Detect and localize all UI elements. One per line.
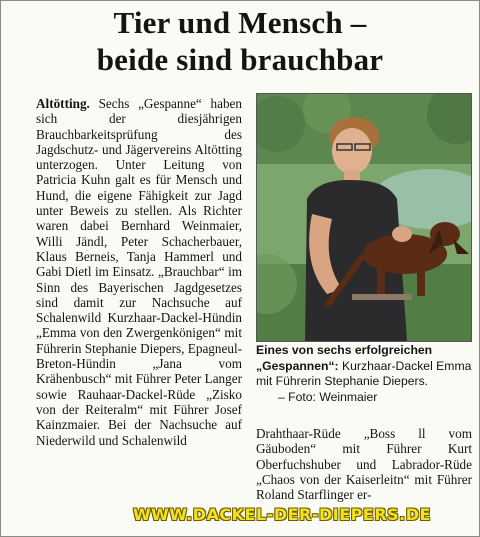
headline-line-2: beide sind brauchbar [96, 42, 384, 77]
article-photo [256, 93, 472, 342]
woman-holding-dachshund-photo [257, 94, 471, 341]
caption-bold: Eines von sechs erfolgreichen „Gespannen“: [256, 343, 433, 373]
article-body-right-column [256, 426, 472, 502]
caption-text: Kurzhaar-Dackel Emma mit Führerin Stephanie Diepers. [256, 358, 472, 388]
article-body-left-column [36, 96, 242, 526]
photo-credit: – Foto: Weinmaier [278, 389, 378, 404]
article-body-left: Sechs „Gespanne“ haben sich der diesjährigen Brauchbarkeitsprüfung des Jagdschutz- und Jägervereins Altötting unterzogen. Unter Leitung von Patricia Kuhn galt es für Mensch und Hund, die eigene Fähigkeit zur Jagd unter Beweis zu stellen. Als Richter waren dabei Bernhard Weinmaier, Willi Jändl, Peter Schacherbauer, Klaus Berneis, Tanja Hammerl und Gabi Dietl im Einsatz. „Brauchbar“ im Sinn des Bayerischen Jagdgesetzes sind damit zur Nachsuche auf Schalenwild Kurzhaar-Dackel-Hündin „Emma von den Zwergenkönigen“ mit Führerin Stephanie Diepers, Epagneul-Breton-Hündin „Jana vom Krähenbusch“ mit Führer Peter Langer sowie Rauhaar-Dackel-Rüde „Zisko von der Reiteralm“ mit Führer Josef Kainzmaier. Bei der Nachsuche auf Niederwild und Schalenwild [36, 96, 242, 448]
article-body-right: Drahthaar-Rüde „Boss ll vom Gäuboden“ mit Führer Kurt Oberfuchshuber und Labrador-Rüde „Chaos von der Kaiserleitn“ mit Führer Roland Starflinger er- [256, 426, 472, 503]
headline-line-1: Tier und Mensch – [113, 5, 367, 40]
article-headline [0, 4, 480, 78]
photo-caption [256, 343, 474, 405]
website-watermark: WWW.DACKEL-DER-DIEPERS.DE [133, 505, 431, 524]
dateline-location: Altötting. [36, 96, 90, 111]
